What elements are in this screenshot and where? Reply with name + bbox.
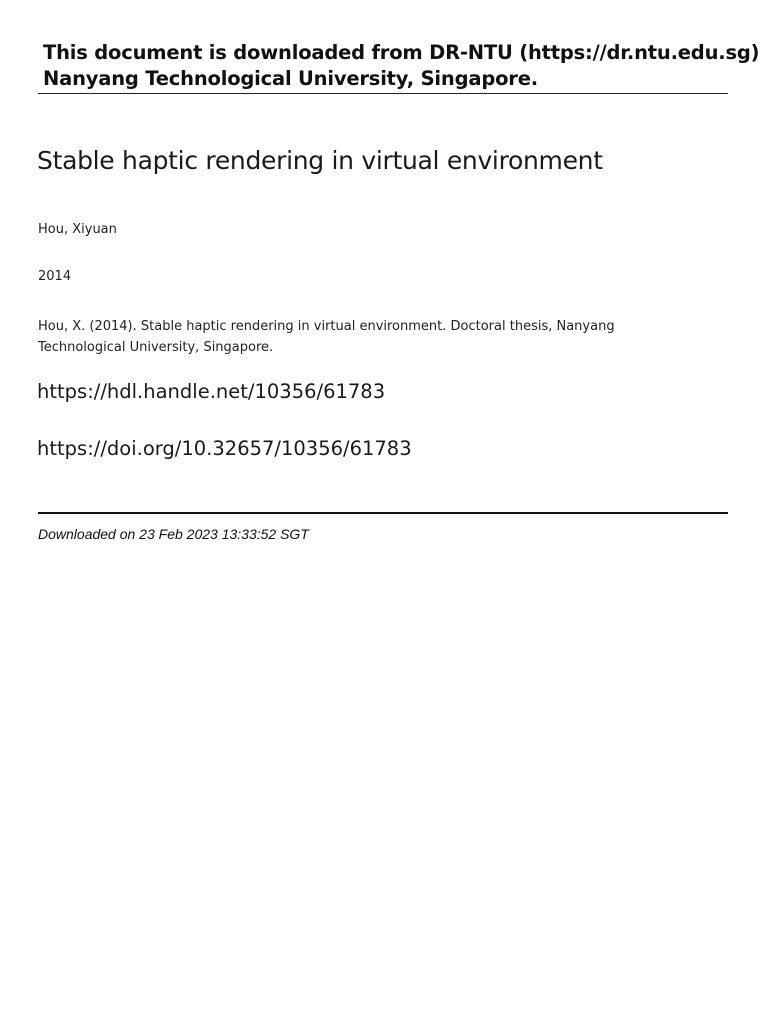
citation-line: Hou, X. (2014). Stable haptic rendering in virtual environment. Doctoral thesis, Nanyang (38, 319, 615, 334)
download-timestamp: Downloaded on 23 Feb 2023 13:33:52 SGT (38, 526, 309, 542)
header-institution-line: Nanyang Technological University, Singapore. (43, 67, 538, 90)
document-citation (38, 316, 638, 358)
citation-line: Technological University, Singapore. (38, 340, 274, 355)
document-year: 2014 (38, 269, 72, 284)
document-title: Stable haptic rendering in virtual environment (37, 146, 603, 175)
document-author: Hou, Xiyuan (38, 222, 117, 237)
header-divider (38, 93, 728, 94)
footer-divider (38, 512, 728, 514)
repository-header (43, 40, 760, 92)
header-source-line: This document is downloaded from DR-NTU (https://dr.ntu.edu.sg) (43, 41, 760, 64)
doi-link[interactable]: https://doi.org/10.32657/10356/61783 (37, 437, 412, 460)
handle-link[interactable]: https://hdl.handle.net/10356/61783 (37, 380, 386, 403)
